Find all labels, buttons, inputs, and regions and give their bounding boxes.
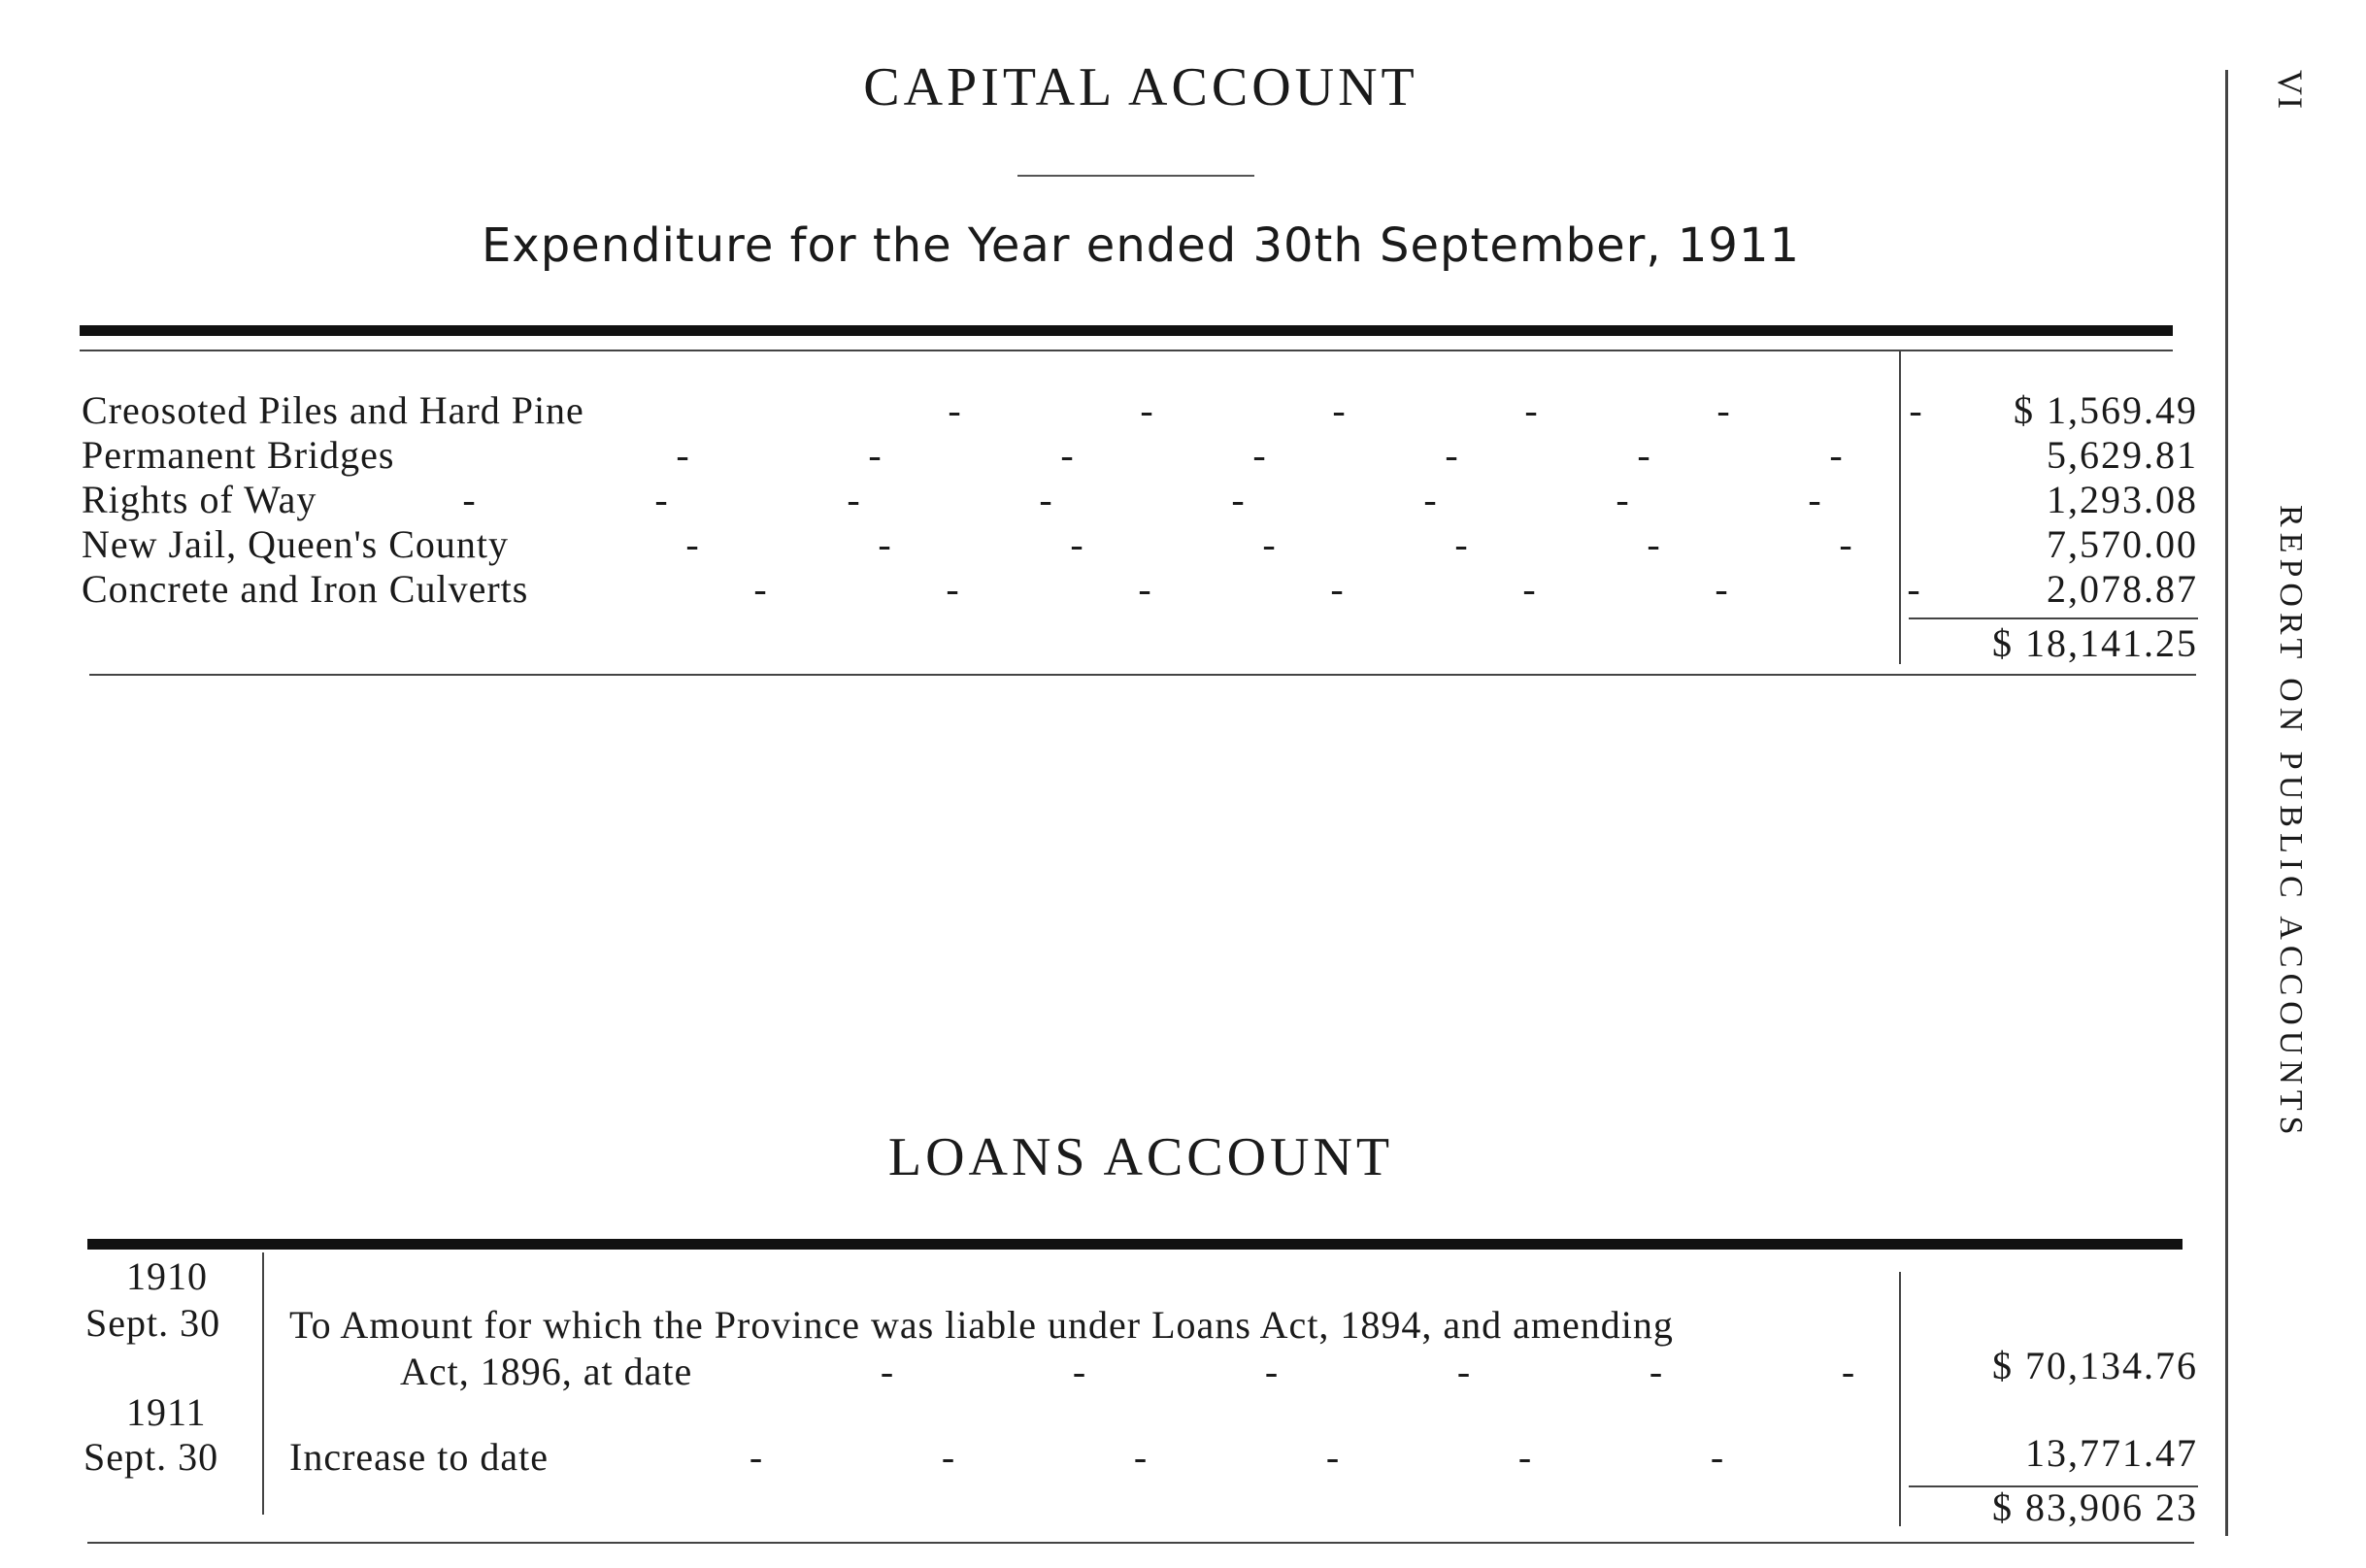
loans-amount-divider (1899, 1272, 1901, 1526)
item-label: Concrete and Iron Culverts (82, 567, 529, 611)
item-amount: 1,293.08 (2047, 478, 2198, 521)
loans-account-title: LOANS ACCOUNT (887, 1127, 1394, 1187)
leader-dots: - - - - - - - (685, 522, 1852, 566)
margin-rule (2225, 70, 2228, 1536)
loans-date-divider (262, 1252, 264, 1515)
capital-thin-rule (80, 350, 2173, 351)
leader-dots: - - - - - - (880, 1350, 1856, 1393)
page-number: VI (2271, 70, 2310, 111)
item-label: New Jail, Queen's County (82, 522, 510, 566)
loan-year: 1911 (126, 1390, 207, 1434)
loan-amount-row (1909, 1431, 2198, 1476)
capital-bottom-rule (89, 674, 2196, 676)
capital-row (82, 433, 2198, 478)
loans-total-row (1909, 1485, 2198, 1530)
item-label: Creosoted Piles and Hard Pine (82, 388, 584, 432)
capital-heavy-rule (80, 325, 2173, 336)
loans-heavy-rule (87, 1239, 2183, 1250)
capital-total: $ 18,141.25 (1992, 621, 2198, 665)
loans-total: $ 83,906 23 (1992, 1485, 2198, 1529)
loan-description: To Amount for which the Province was liable under Loans Act, 1894, and amending (289, 1303, 1674, 1347)
leader-dots: - - - - - - (749, 1435, 1725, 1479)
item-amount: 7,570.00 (2047, 522, 2198, 566)
capital-account-title: CAPITAL ACCOUNT (863, 57, 1418, 117)
capital-row (82, 567, 2198, 612)
leader-dots: - - - - - - (948, 388, 1922, 432)
loan-amount-row (1909, 1344, 2198, 1388)
capital-row (82, 522, 2198, 567)
capital-account-subtitle: Expenditure for the Year ended 30th September, 1911 (481, 218, 1801, 273)
title-divider (1017, 175, 1254, 177)
item-amount: 2,078.87 (2047, 567, 2198, 611)
capital-row (82, 478, 2198, 522)
loan-description-cont: Act, 1896, at date (400, 1350, 693, 1393)
loans-bottom-rule (87, 1542, 2194, 1544)
capital-row (82, 388, 2198, 433)
item-label: Permanent Bridges (82, 433, 395, 477)
leader-dots: - - - - - - - (753, 567, 1920, 611)
running-head: REPORT ON PUBLIC ACCOUNTS (2273, 505, 2309, 1141)
capital-total-row (1909, 621, 2198, 666)
subtotal-rule (1909, 617, 2198, 619)
item-label: Rights of Way (82, 478, 317, 521)
item-amount: $ 1,569.49 (2014, 388, 2198, 432)
loan-amount: 13,771.47 (2025, 1431, 2198, 1475)
leader-dots: - - - - - - - (676, 433, 1843, 477)
loan-year: 1910 (126, 1254, 208, 1298)
loan-date: Sept. 30 (83, 1435, 219, 1479)
loan-description: Increase to date (289, 1435, 549, 1479)
item-amount: 5,629.81 (2047, 433, 2198, 477)
loan-date: Sept. 30 (85, 1301, 221, 1345)
loan-amount: $ 70,134.76 (1992, 1344, 2198, 1387)
leader-dots: - - - - - - - - (462, 478, 1821, 521)
